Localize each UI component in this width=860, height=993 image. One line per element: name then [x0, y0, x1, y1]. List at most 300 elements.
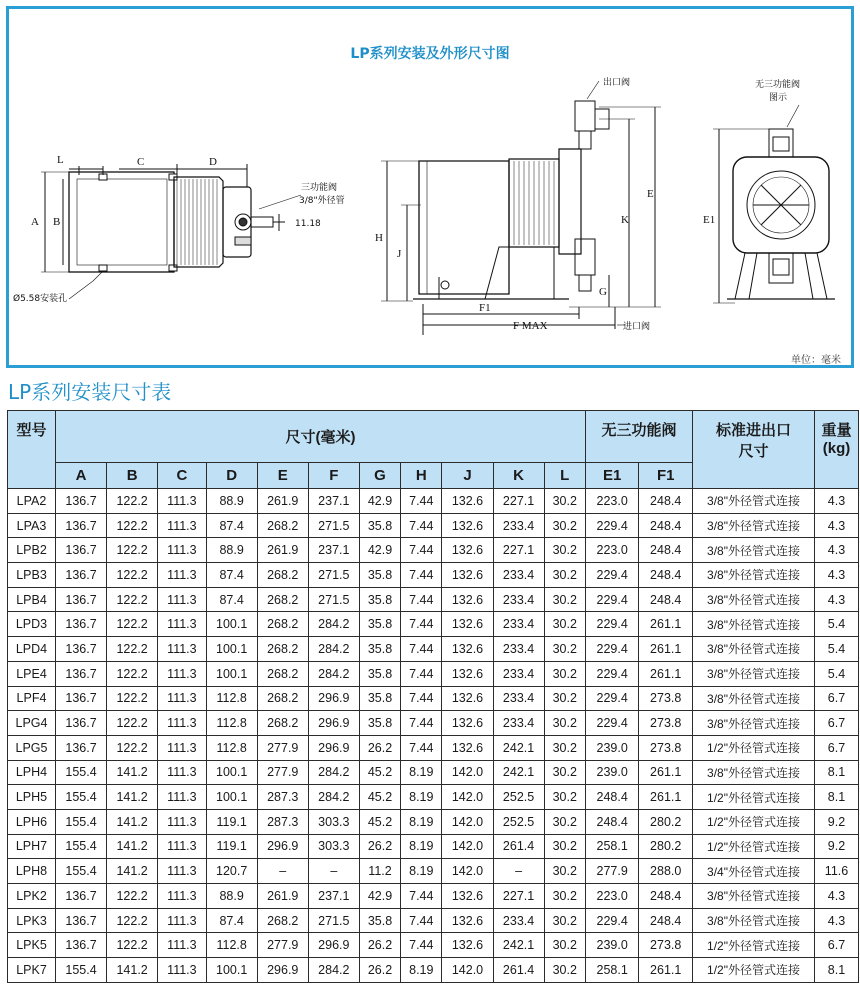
table-cell: 248.4	[585, 785, 638, 810]
table-cell: 141.2	[107, 760, 158, 785]
weight-cell: 4.3	[815, 563, 859, 588]
connection-cell: 3/8"外径管式连接	[693, 612, 815, 637]
table-cell: 122.2	[107, 538, 158, 563]
table-cell: 111.3	[158, 884, 206, 909]
table-row	[8, 958, 859, 983]
connection-cell: 1/2"外径管式连接	[693, 834, 815, 859]
table-cell: 8.19	[401, 859, 442, 884]
column-header-f1: F1	[639, 463, 693, 489]
table-cell: –	[308, 859, 359, 884]
table-cell: 30.2	[544, 637, 585, 662]
model-cell: LPG5	[8, 735, 56, 760]
installation-diagram-panel	[6, 6, 854, 368]
table-cell: 229.4	[585, 637, 638, 662]
table-cell: 284.2	[308, 661, 359, 686]
table-cell: 142.0	[442, 809, 493, 834]
table-cell: 35.8	[359, 711, 400, 736]
table-cell: 30.2	[544, 884, 585, 909]
table-cell: 227.1	[493, 884, 544, 909]
table-cell: 141.2	[107, 785, 158, 810]
table-cell: 237.1	[308, 884, 359, 909]
table-cell: 233.4	[493, 711, 544, 736]
table-cell: 122.2	[107, 661, 158, 686]
header-weight-line2: (kg)	[822, 440, 851, 457]
connection-cell: 1/2"外径管式连接	[693, 958, 815, 983]
table-row	[8, 834, 859, 859]
table-cell: 284.2	[308, 785, 359, 810]
table-cell: 35.8	[359, 661, 400, 686]
weight-cell: 8.1	[815, 958, 859, 983]
model-cell: LPB2	[8, 538, 56, 563]
weight-cell: 6.7	[815, 686, 859, 711]
connection-cell: 3/8"外径管式连接	[693, 538, 815, 563]
pump-dimension-drawing	[9, 9, 851, 365]
column-header-k: K	[493, 463, 544, 489]
dim-label-B: B	[53, 216, 61, 228]
table-cell: 111.3	[158, 958, 206, 983]
table-cell: 100.1	[206, 785, 257, 810]
table-cell: 122.2	[107, 908, 158, 933]
table-cell: 233.4	[493, 563, 544, 588]
table-cell: 112.8	[206, 686, 257, 711]
table-cell: 7.44	[401, 538, 442, 563]
table-cell: 111.3	[158, 711, 206, 736]
table-cell: 280.2	[639, 809, 693, 834]
table-cell: 35.8	[359, 686, 400, 711]
model-cell: LPH4	[8, 760, 56, 785]
dim-label-FMAX: F MAX	[513, 320, 548, 332]
table-row	[8, 538, 859, 563]
table-row	[8, 785, 859, 810]
table-cell: 122.2	[107, 587, 158, 612]
header-novalve: 无三功能阀	[585, 411, 692, 463]
table-cell: 35.8	[359, 587, 400, 612]
table-cell: 111.3	[158, 686, 206, 711]
connection-cell: 3/8"外径管式连接	[693, 563, 815, 588]
table-cell: 155.4	[56, 834, 107, 859]
table-cell: 223.0	[585, 884, 638, 909]
table-cell: 122.2	[107, 735, 158, 760]
table-cell: 111.3	[158, 587, 206, 612]
table-cell: 155.4	[56, 958, 107, 983]
table-cell: 111.3	[158, 513, 206, 538]
table-cell: 155.4	[56, 809, 107, 834]
table-cell: 87.4	[206, 513, 257, 538]
header-size: 尺寸(毫米)	[56, 411, 586, 463]
table-cell: 242.1	[493, 933, 544, 958]
model-cell: LPB3	[8, 563, 56, 588]
table-cell: 136.7	[56, 933, 107, 958]
table-cell: 268.2	[257, 661, 308, 686]
table-row	[8, 809, 859, 834]
table-cell: 136.7	[56, 637, 107, 662]
table-cell: 261.9	[257, 538, 308, 563]
header-connection-line1: 标准进出口	[715, 422, 791, 439]
table-cell: 132.6	[442, 563, 493, 588]
table-cell: 111.3	[158, 538, 206, 563]
table-cell: 87.4	[206, 908, 257, 933]
table-cell: 271.5	[308, 908, 359, 933]
table-cell: 268.2	[257, 686, 308, 711]
table-cell: 111.3	[158, 834, 206, 859]
column-header-j: J	[442, 463, 493, 489]
table-cell: 132.6	[442, 637, 493, 662]
table-cell: 233.4	[493, 686, 544, 711]
connection-cell: 1/2"外径管式连接	[693, 933, 815, 958]
table-cell: 239.0	[585, 760, 638, 785]
model-cell: LPE4	[8, 661, 56, 686]
table-cell: 248.4	[639, 884, 693, 909]
table-cell: 271.5	[308, 587, 359, 612]
table-cell: 136.7	[56, 661, 107, 686]
table-row	[8, 489, 859, 514]
table-cell: 45.2	[359, 785, 400, 810]
table-cell: 132.6	[442, 933, 493, 958]
table-cell: 111.3	[158, 489, 206, 514]
table-cell: 248.4	[639, 489, 693, 514]
table-cell: 142.0	[442, 785, 493, 810]
table-cell: 248.4	[639, 538, 693, 563]
column-header-a: A	[56, 463, 107, 489]
table-cell: 223.0	[585, 489, 638, 514]
table-cell: 8.19	[401, 809, 442, 834]
table-cell: 227.1	[493, 538, 544, 563]
table-cell: 8.19	[401, 760, 442, 785]
table-cell: 30.2	[544, 513, 585, 538]
weight-cell: 6.7	[815, 711, 859, 736]
table-cell: 261.9	[257, 489, 308, 514]
connection-cell: 3/8"外径管式连接	[693, 760, 815, 785]
table-cell: 35.8	[359, 908, 400, 933]
table-cell: 136.7	[56, 884, 107, 909]
weight-cell: 8.1	[815, 785, 859, 810]
weight-cell: 5.4	[815, 637, 859, 662]
table-cell: 119.1	[206, 809, 257, 834]
table-cell: 30.2	[544, 489, 585, 514]
table-cell: 132.6	[442, 884, 493, 909]
table-cell: 7.44	[401, 686, 442, 711]
table-cell: 8.19	[401, 958, 442, 983]
table-row	[8, 563, 859, 588]
connection-cell: 3/8"外径管式连接	[693, 513, 815, 538]
side-view-drawing	[381, 81, 661, 335]
table-cell: 227.1	[493, 489, 544, 514]
top-view-drawing	[41, 164, 301, 299]
table-cell: 239.0	[585, 735, 638, 760]
table-cell: 248.4	[639, 513, 693, 538]
table-cell: 100.1	[206, 612, 257, 637]
table-cell: 7.44	[401, 489, 442, 514]
connection-cell: 3/8"外径管式连接	[693, 686, 815, 711]
table-cell: 248.4	[639, 587, 693, 612]
table-cell: 261.4	[493, 958, 544, 983]
table-cell: 42.9	[359, 884, 400, 909]
table-cell: 261.1	[639, 958, 693, 983]
table-cell: 277.9	[257, 933, 308, 958]
table-cell: 122.2	[107, 563, 158, 588]
table-cell: 120.7	[206, 859, 257, 884]
dim-label-G: G	[599, 286, 607, 298]
weight-cell: 8.1	[815, 760, 859, 785]
dim-label-H: H	[375, 232, 383, 244]
table-cell: 229.4	[585, 513, 638, 538]
dim-label-J: J	[397, 248, 402, 260]
column-header-l: L	[544, 463, 585, 489]
table-cell: 142.0	[442, 958, 493, 983]
table-cell: 30.2	[544, 785, 585, 810]
table-cell: 142.0	[442, 760, 493, 785]
table-cell: 132.6	[442, 711, 493, 736]
three-way-valve-label: 三功能阀	[301, 183, 338, 193]
table-cell: 287.3	[257, 785, 308, 810]
unit-note: 单位：毫米	[791, 355, 841, 366]
table-cell: 261.1	[639, 760, 693, 785]
table-cell: 7.44	[401, 735, 442, 760]
table-row	[8, 637, 859, 662]
connection-cell: 3/8"外径管式连接	[693, 637, 815, 662]
table-cell: 271.5	[308, 563, 359, 588]
table-cell: 303.3	[308, 834, 359, 859]
table-cell: 136.7	[56, 908, 107, 933]
table-cell: 7.44	[401, 612, 442, 637]
table-cell: 111.3	[158, 933, 206, 958]
table-cell: 26.2	[359, 958, 400, 983]
weight-cell: 5.4	[815, 612, 859, 637]
table-cell: 7.44	[401, 711, 442, 736]
table-cell: 7.44	[401, 637, 442, 662]
weight-cell: 9.2	[815, 809, 859, 834]
table-cell: 233.4	[493, 661, 544, 686]
weight-cell: 4.3	[815, 587, 859, 612]
table-cell: 7.44	[401, 908, 442, 933]
table-cell: 296.9	[257, 834, 308, 859]
table-cell: 271.5	[308, 513, 359, 538]
section-title: LP系列安装尺寸表	[8, 380, 172, 404]
table-cell: 26.2	[359, 933, 400, 958]
header-weight-line1: 重量	[821, 422, 852, 439]
table-cell: 11.2	[359, 859, 400, 884]
table-cell: 7.44	[401, 587, 442, 612]
dim-label-C: C	[137, 156, 145, 168]
table-cell: 242.1	[493, 735, 544, 760]
column-header-h: H	[401, 463, 442, 489]
weight-cell: 4.3	[815, 884, 859, 909]
table-cell: 237.1	[308, 538, 359, 563]
table-row	[8, 612, 859, 637]
table-cell: 268.2	[257, 587, 308, 612]
connection-cell: 1/2"外径管式连接	[693, 735, 815, 760]
table-cell: 30.2	[544, 859, 585, 884]
connection-cell: 1/2"外径管式连接	[693, 809, 815, 834]
table-cell: 100.1	[206, 637, 257, 662]
column-header-d: D	[206, 463, 257, 489]
table-cell: 268.2	[257, 513, 308, 538]
table-cell: 30.2	[544, 760, 585, 785]
header-model: 型号	[8, 411, 56, 489]
table-cell: 223.0	[585, 538, 638, 563]
table-cell: 100.1	[206, 760, 257, 785]
table-cell: 229.4	[585, 686, 638, 711]
inlet-valve-label: 进口阀	[623, 322, 651, 332]
column-header-f: F	[308, 463, 359, 489]
table-cell: 111.3	[158, 809, 206, 834]
table-cell: 277.9	[257, 735, 308, 760]
table-cell: 229.4	[585, 661, 638, 686]
model-cell: LPK3	[8, 908, 56, 933]
front-view-drawing	[713, 105, 835, 303]
connection-cell: 3/8"外径管式连接	[693, 661, 815, 686]
table-cell: 122.2	[107, 884, 158, 909]
table-cell: 136.7	[56, 538, 107, 563]
table-cell: 7.44	[401, 884, 442, 909]
table-cell: 136.7	[56, 711, 107, 736]
table-cell: 229.4	[585, 908, 638, 933]
table-row	[8, 859, 859, 884]
table-cell: 261.1	[639, 637, 693, 662]
table-cell: 252.5	[493, 809, 544, 834]
table-cell: –	[257, 859, 308, 884]
table-cell: 122.2	[107, 489, 158, 514]
table-cell: 30.2	[544, 834, 585, 859]
header-connection-line2: 尺寸	[738, 443, 769, 460]
table-cell: 111.3	[158, 563, 206, 588]
table-cell: 45.2	[359, 809, 400, 834]
dimension-table	[7, 410, 859, 983]
model-cell: LPH7	[8, 834, 56, 859]
table-cell: 288.0	[639, 859, 693, 884]
model-cell: LPH6	[8, 809, 56, 834]
table-cell: 273.8	[639, 711, 693, 736]
table-cell: 87.4	[206, 587, 257, 612]
table-cell: 268.2	[257, 908, 308, 933]
table-cell: 268.2	[257, 711, 308, 736]
table-cell: 261.1	[639, 661, 693, 686]
tube-size-label: 3/8"外径管	[299, 196, 345, 206]
diagram-title: LP系列安装及外形尺寸图	[350, 46, 510, 62]
dim-label-E1: E1	[703, 214, 716, 226]
table-cell: 7.44	[401, 933, 442, 958]
table-cell: 122.2	[107, 637, 158, 662]
table-cell: 273.8	[639, 686, 693, 711]
weight-cell: 6.7	[815, 933, 859, 958]
table-row	[8, 513, 859, 538]
table-cell: 132.6	[442, 908, 493, 933]
table-cell: 248.4	[639, 563, 693, 588]
table-cell: 132.6	[442, 538, 493, 563]
table-cell: 142.0	[442, 859, 493, 884]
table-cell: 132.6	[442, 612, 493, 637]
dim-label-L: L	[57, 154, 64, 166]
table-cell: 100.1	[206, 958, 257, 983]
table-row	[8, 587, 859, 612]
table-cell: 87.4	[206, 563, 257, 588]
table-cell: 248.4	[639, 908, 693, 933]
table-cell: 30.2	[544, 538, 585, 563]
table-cell: 229.4	[585, 587, 638, 612]
table-cell: 141.2	[107, 834, 158, 859]
column-header-e: E	[257, 463, 308, 489]
model-cell: LPH8	[8, 859, 56, 884]
table-cell: 273.8	[639, 933, 693, 958]
weight-cell: 9.2	[815, 834, 859, 859]
table-cell: 26.2	[359, 735, 400, 760]
table-cell: 284.2	[308, 637, 359, 662]
table-cell: 30.2	[544, 735, 585, 760]
connection-cell: 3/4"外径管式连接	[693, 859, 815, 884]
table-cell: 277.9	[585, 859, 638, 884]
table-cell: 280.2	[639, 834, 693, 859]
model-cell: LPA3	[8, 513, 56, 538]
table-cell: 242.1	[493, 760, 544, 785]
table-cell: 132.6	[442, 587, 493, 612]
connection-cell: 3/8"外径管式连接	[693, 711, 815, 736]
table-row	[8, 661, 859, 686]
table-cell: 26.2	[359, 834, 400, 859]
table-cell: 122.2	[107, 711, 158, 736]
table-cell: 122.2	[107, 933, 158, 958]
table-cell: 111.3	[158, 612, 206, 637]
outlet-valve-label: 出口阀	[603, 78, 631, 88]
table-cell: 30.2	[544, 661, 585, 686]
table-cell: 30.2	[544, 686, 585, 711]
dim-label-F1: F1	[479, 302, 491, 314]
table-cell: 35.8	[359, 563, 400, 588]
column-header-c: C	[158, 463, 206, 489]
model-cell: LPD4	[8, 637, 56, 662]
table-cell: 132.6	[442, 686, 493, 711]
table-cell: 136.7	[56, 735, 107, 760]
table-cell: 30.2	[544, 809, 585, 834]
table-cell: 261.1	[639, 785, 693, 810]
table-cell: 252.5	[493, 785, 544, 810]
table-cell: 229.4	[585, 711, 638, 736]
table-cell: 45.2	[359, 760, 400, 785]
table-cell: 141.2	[107, 958, 158, 983]
table-cell: 111.3	[158, 637, 206, 662]
connection-cell: 3/8"外径管式连接	[693, 587, 815, 612]
table-cell: 141.2	[107, 809, 158, 834]
table-cell: 136.7	[56, 513, 107, 538]
model-cell: LPH5	[8, 785, 56, 810]
weight-cell: 4.3	[815, 513, 859, 538]
table-cell: 258.1	[585, 834, 638, 859]
table-cell: 296.9	[308, 686, 359, 711]
table-cell: 112.8	[206, 933, 257, 958]
table-cell: 296.9	[308, 735, 359, 760]
table-cell: 233.4	[493, 612, 544, 637]
table-cell: 141.2	[107, 859, 158, 884]
column-header-g: G	[359, 463, 400, 489]
table-cell: 296.9	[308, 933, 359, 958]
table-cell: 30.2	[544, 933, 585, 958]
table-cell: 277.9	[257, 760, 308, 785]
model-cell: LPK2	[8, 884, 56, 909]
table-cell: 30.2	[544, 587, 585, 612]
table-cell: 35.8	[359, 513, 400, 538]
table-cell: 111.3	[158, 661, 206, 686]
weight-cell: 6.7	[815, 735, 859, 760]
model-cell: LPF4	[8, 686, 56, 711]
connection-cell: 3/8"外径管式连接	[693, 489, 815, 514]
table-cell: 233.4	[493, 587, 544, 612]
weight-cell: 5.4	[815, 661, 859, 686]
model-cell: LPK7	[8, 958, 56, 983]
table-cell: 122.2	[107, 612, 158, 637]
table-cell: 30.2	[544, 563, 585, 588]
connection-cell: 3/8"外径管式连接	[693, 908, 815, 933]
table-cell: 229.4	[585, 612, 638, 637]
header-weight	[815, 411, 859, 489]
